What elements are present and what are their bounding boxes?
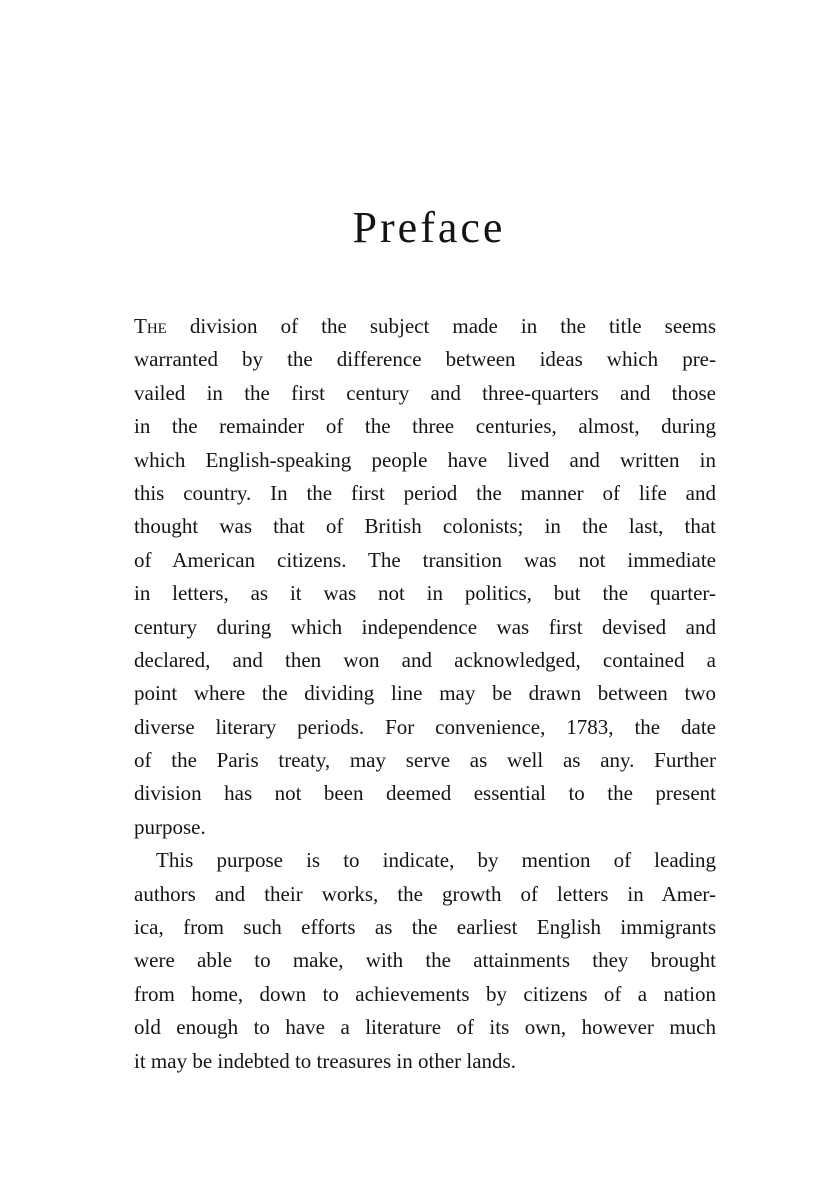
text-line: old enough to have a literature of its own, however much bbox=[134, 1015, 716, 1040]
text-line: warranted by the difference between ideas which pre- bbox=[134, 347, 716, 372]
text-line: from home, down to achievements by citizens of a nation bbox=[134, 981, 716, 1006]
text-line: it may be indebted to treasures in other lands. bbox=[134, 1048, 516, 1073]
text-line: this country. In the first period the manner of life and bbox=[134, 480, 716, 505]
text-line: declared, and then won and acknowledged, contained a bbox=[134, 647, 716, 672]
page-title: Preface bbox=[352, 203, 506, 252]
text-line: which English-speaking people have lived and written in bbox=[134, 447, 716, 472]
text-line: in letters, as it was not in politics, but the quarter- bbox=[134, 581, 716, 606]
text-line: point where the dividing line may be drawn between two bbox=[134, 681, 716, 706]
text-line: The division of the subject made in the title seems bbox=[134, 314, 716, 338]
lead-word: The bbox=[134, 314, 167, 338]
text-line: authors and their works, the growth of letters in Amer- bbox=[134, 881, 716, 906]
text-line: division has not been deemed essential to the present bbox=[134, 781, 716, 806]
text-line: ica, from such efforts as the earliest English immigrants bbox=[134, 915, 716, 940]
text-line: This purpose is to indicate, by mention of leading bbox=[156, 848, 716, 873]
text-line: vailed in the first century and three-quarters and those bbox=[134, 380, 716, 405]
text-line: century during which independence was first devised and bbox=[134, 614, 716, 639]
text-line: of American citizens. The transition was not immediate bbox=[134, 547, 716, 572]
paragraph-1 bbox=[134, 310, 716, 844]
text-line: were able to make, with the attainments they brought bbox=[134, 948, 716, 973]
text-line: in the remainder of the three centuries, almost, during bbox=[134, 414, 716, 439]
text-line: thought was that of British colonists; in the last, that bbox=[134, 514, 716, 539]
preface-body bbox=[134, 310, 716, 1078]
text-line: purpose. bbox=[134, 814, 206, 839]
text-line: of the Paris treaty, may serve as well as any. Further bbox=[134, 748, 716, 773]
paragraph-2 bbox=[134, 844, 716, 1078]
text-line: diverse literary periods. For convenience, 1783, the date bbox=[134, 714, 716, 739]
